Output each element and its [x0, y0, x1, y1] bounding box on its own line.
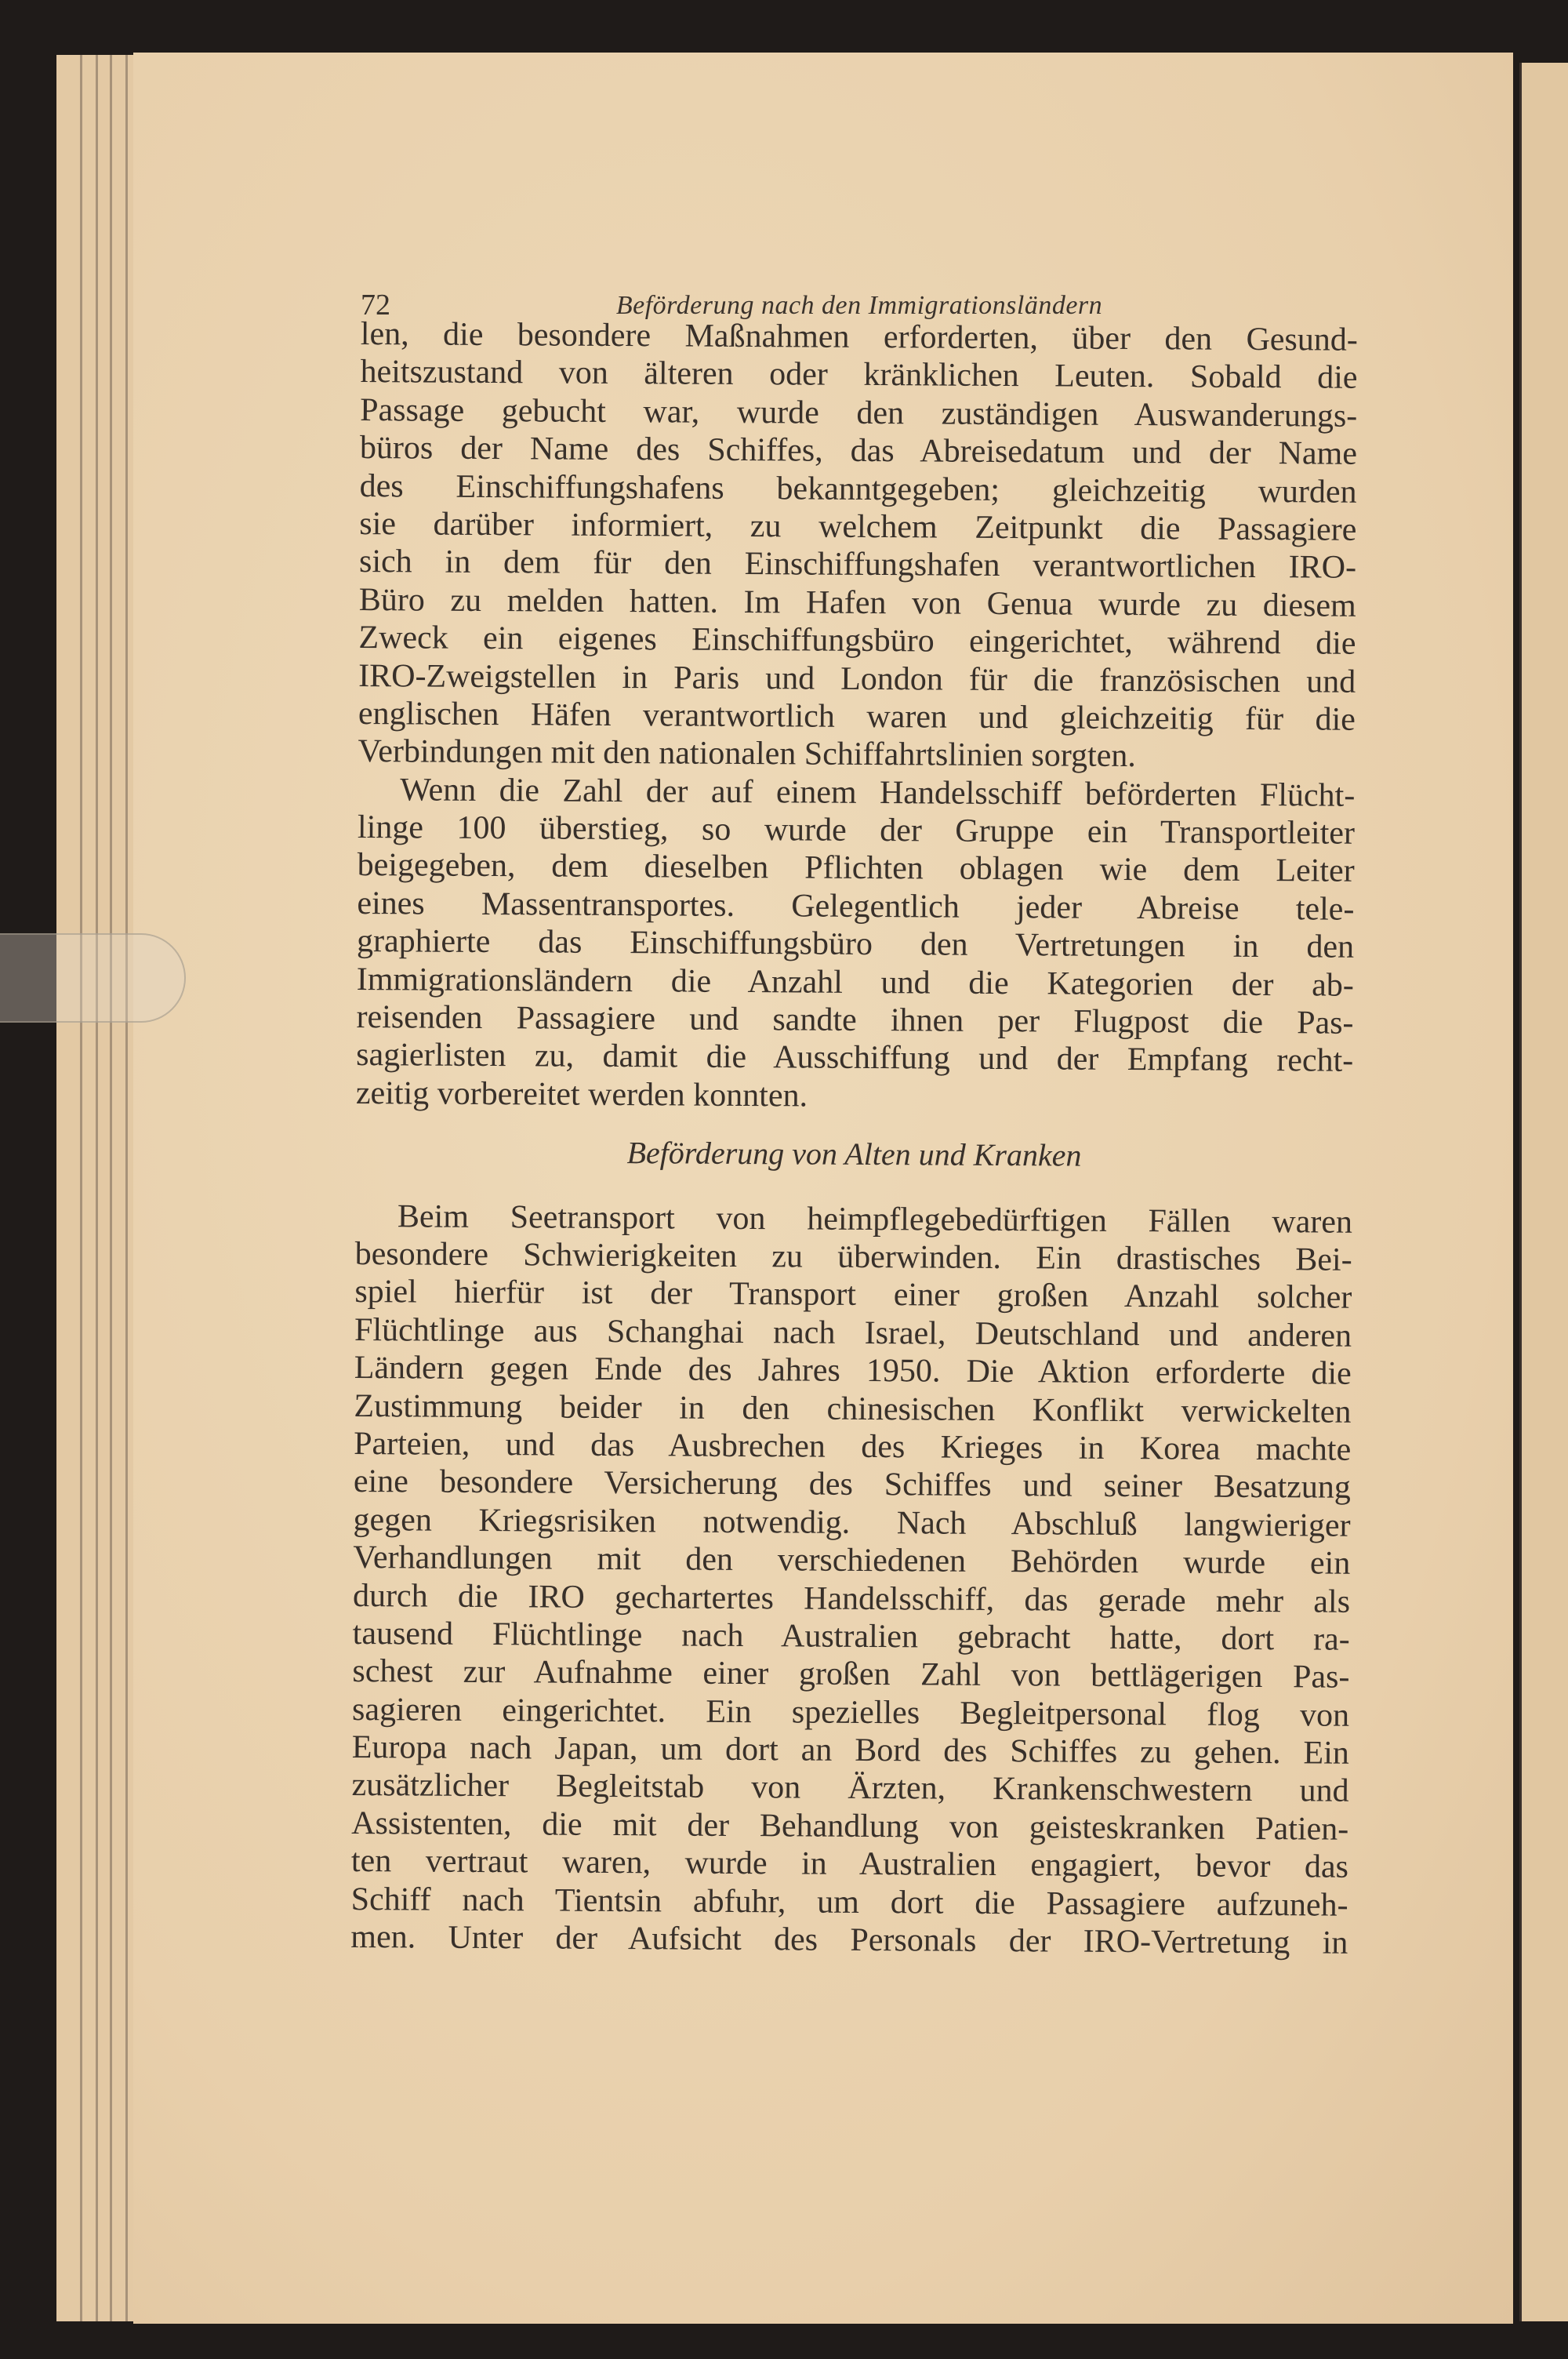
text-line: Wenn die Zahl der auf einem Handelsschiff beförderten Flücht- — [400, 772, 1356, 814]
text-line: Beim Seetransport von heimpflegebedürftigen Fällen waren — [397, 1198, 1353, 1241]
text-line: sagierlisten zu, damit die Ausschiffung und der Empfang recht- — [356, 1037, 1354, 1080]
facing-page-edge — [1519, 63, 1568, 2321]
text-line: beigegeben, dem dieselben Pflichten oblagen wie dem Leiter — [357, 847, 1355, 890]
text-line: durch die IRO gechartertes Handelsschiff, das gerade mehr als — [352, 1577, 1351, 1620]
text-line: zeitig vorbereitet werden konnten. — [355, 1074, 808, 1114]
text-line: sich in dem für den Einschiffungshafen verantwortlichen IRO- — [358, 543, 1357, 587]
text-line: heitszustand von älteren oder kränklichen Leuten. Sobald die — [360, 354, 1358, 397]
text-line: Verbindungen mit den nationalen Schiffahrtslinien sorgten. — [358, 733, 1136, 775]
running-title: Beförderung nach den Immigrationsländern — [615, 291, 1103, 320]
text-line: Europa nach Japan, um dort an Bord des Schiffes zu gehen. Ein — [351, 1729, 1349, 1772]
text-line: tausend Flüchtlinge nach Australien gebracht hatte, dort ra- — [352, 1615, 1350, 1658]
bookmark-clip — [0, 933, 186, 1023]
text-line: englischen Häfen verantwortlich waren und gleichzeitig für die — [358, 695, 1356, 738]
paragraph — [350, 1198, 1352, 1963]
text-line: Zweck ein eigenes Einschiffungsbüro eingerichtet, während die — [358, 620, 1356, 662]
text-line: Schiff nach Tientsin abfuhr, um dort die Passagiere aufzuneh- — [350, 1881, 1348, 1924]
text-line: Zustimmung beider in den chinesischen Konflikt verwickelten — [354, 1387, 1352, 1430]
text-line: Immigrationsländern die Anzahl und die Kategorien der ab- — [356, 961, 1354, 1004]
body-text — [350, 315, 1358, 1962]
text-line: linge 100 überstieg, so wurde der Gruppe ein Transportleiter — [357, 809, 1356, 852]
text-line: sagieren eingerichtet. Ein spezielles Begleitpersonal flog von — [352, 1691, 1350, 1734]
page-edge — [125, 55, 128, 2321]
text-line: Büro zu melden hatten. Im Hafen von Genua wurde zu diesem — [358, 581, 1356, 624]
text-line: gegen Kriegsrisiken notwendig. Nach Abschluß langwieriger — [353, 1501, 1351, 1544]
book-page — [133, 53, 1513, 2324]
text-line: Parteien, und das Ausbrechen des Krieges in Korea machte — [354, 1425, 1352, 1468]
text-line: Passage gebucht war, wurde den zuständigen Auswanderungs- — [360, 391, 1358, 434]
text-line: eines Massentransportes. Gelegentlich jeder Abreise tele- — [357, 885, 1355, 928]
text-line: men. Unter der Aufsicht des Personals der IRO-Vertretung in — [350, 1918, 1348, 1961]
text-line: Verhandlungen mit den verschiedenen Behörden wurde ein — [353, 1539, 1351, 1582]
page-edge — [96, 55, 98, 2321]
text-line: len, die besondere Maßnahmen erforderten, über den Gesund- — [360, 315, 1358, 358]
text-line: sie darüber informiert, zu welchem Zeitpunkt die Passagiere — [359, 505, 1357, 548]
page-edge — [110, 55, 112, 2321]
page-number: 72 — [361, 289, 390, 322]
text-line: graphierte das Einschiffungsbüro den Vertretungen in den — [356, 923, 1355, 966]
text-line: Assistenten, die mit der Behandlung von geisteskranken Patien- — [351, 1805, 1349, 1848]
paragraph — [358, 315, 1358, 776]
text-line: eine besondere Versicherung des Schiffes und seiner Besatzung — [353, 1463, 1352, 1507]
text-line: zusätzlicher Begleitstab von Ärzten, Krankenschwestern und — [351, 1767, 1349, 1810]
text-line: ten vertraut waren, wurde in Australien engagiert, bevor das — [350, 1843, 1349, 1885]
paragraph — [356, 771, 1356, 1118]
text-line: Ländern gegen Ende des Jahres 1950. Die Aktion erforderte die — [354, 1350, 1352, 1392]
text-line: reisenden Passagiere und sandte ihnen per Flugpost die Pas- — [356, 999, 1354, 1041]
text-line: schest zur Aufnahme einer großen Zahl von bettlägerigen Pas- — [352, 1653, 1350, 1696]
text-line: spiel hierfür ist der Transport einer großen Anzahl solcher — [354, 1274, 1352, 1317]
text-line: büros der Name des Schiffes, das Abreisedatum und der Name — [359, 430, 1358, 472]
section-heading: Beförderung von Alten und Kranken — [626, 1135, 1082, 1173]
text-line: besondere Schwierigkeiten zu überwinden. Ein drastisches Bei- — [354, 1235, 1352, 1278]
text-line: Flüchtlinge aus Schanghai nach Israel, Deutschland und anderen — [354, 1311, 1352, 1354]
page-edge — [80, 55, 82, 2321]
text-line: IRO-Zweigstellen in Paris und London für die französischen und — [358, 657, 1356, 700]
text-line: des Einschiffungshafens bekanntgegeben; gleichzeitig wurden — [359, 467, 1357, 511]
